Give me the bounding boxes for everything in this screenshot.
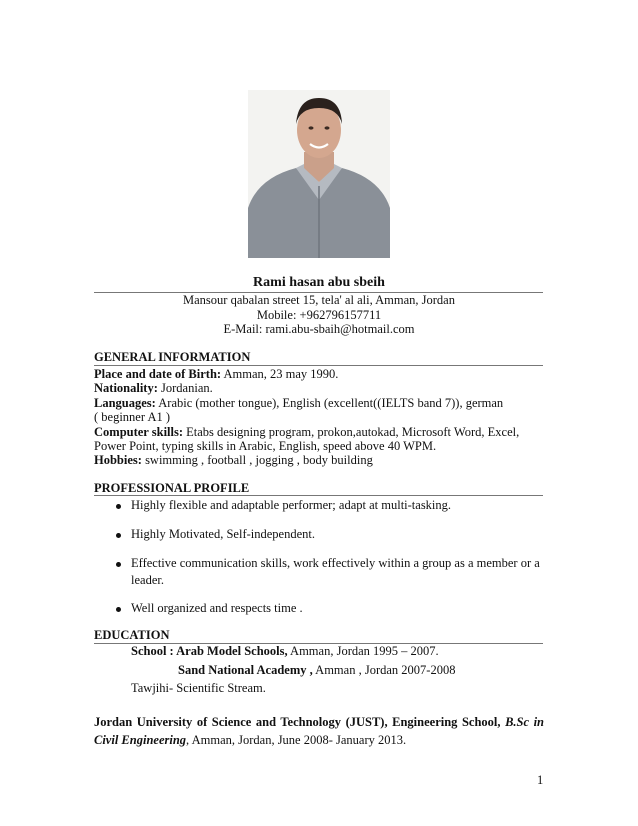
tawjihi-line: Tawjihi- Scientific Stream. [131, 681, 266, 695]
computer-skills-label: Computer skills: [94, 425, 184, 439]
languages-value: Arabic (mother tongue), English (excellent((IELTS band 7)), german [155, 396, 504, 410]
professional-profile-heading: PROFESSIONAL PROFILE [94, 481, 250, 495]
university-name: Jordan University of Science and Technology (JUST), Engineering School, [94, 715, 501, 729]
hobbies-label: Hobbies: [94, 453, 142, 467]
education-heading: EDUCATION [94, 628, 170, 642]
university-paragraph [94, 713, 544, 749]
bullet-dot [116, 607, 121, 612]
nationality-line [94, 381, 213, 396]
profile-divider [94, 495, 543, 496]
degree-name: B.Sc in Civil Engineering [94, 715, 544, 747]
candidate-name: Rami hasan abu sbeih [253, 275, 385, 290]
nationality-value: Jordanian. [157, 381, 213, 395]
computer-skills-line [94, 425, 519, 440]
portrait-illustration [248, 90, 390, 258]
computer-skills-value: Etabs designing program, prokon,autokad, Microsoft Word, Excel, [183, 425, 520, 439]
bullet-dot [116, 504, 121, 509]
birth-label: Place and date of Birth: [94, 367, 222, 381]
academy-value: Amman , Jordan 2007-2008 [312, 663, 456, 677]
mobile-line: Mobile: +962796157711 [256, 308, 382, 322]
hobbies-line [94, 453, 373, 468]
nationality-label: Nationality: [94, 381, 158, 395]
page-number: 1 [537, 773, 544, 787]
birth-line [94, 367, 338, 382]
academy-line [178, 663, 455, 678]
computer-skills-continuation: Power Point, typing skills in Arabic, English, speed above 40 WPM. [94, 439, 437, 453]
birth-value: Amman, 23 may 1990. [221, 367, 339, 381]
profile-item: Effective communication skills, work effectively within a group as a member or a leader. [131, 556, 540, 587]
university-details: , Amman, Jordan, June 2008- January 2013. [186, 733, 407, 747]
languages-label: Languages: [94, 396, 156, 410]
profile-item: Highly flexible and adaptable performer; adapt at multi-tasking. [131, 498, 452, 512]
profile-photo [248, 90, 390, 258]
school-line [131, 644, 439, 659]
school-label: School : Arab Model Schools, [131, 644, 288, 658]
general-divider [94, 365, 543, 366]
languages-line [94, 396, 503, 411]
bullet-dot [116, 562, 121, 567]
languages-continuation: ( beginner A1 ) [94, 410, 171, 424]
school-value: Amman, Jordan 1995 – 2007. [287, 644, 439, 658]
address-line: Mansour qabalan street 15, tela' al ali, Amman, Jordan [183, 293, 455, 307]
profile-item: Highly Motivated, Self-independent. [131, 527, 315, 541]
email-line: E-Mail: rami.abu-sbaih@hotmail.com [223, 322, 415, 336]
general-information-heading: GENERAL INFORMATION [94, 350, 251, 364]
academy-label: Sand National Academy , [178, 663, 313, 677]
hobbies-value: swimming , football , jogging , body building [141, 453, 373, 467]
profile-item: Well organized and respects time . [131, 601, 303, 615]
bullet-dot [116, 533, 121, 538]
